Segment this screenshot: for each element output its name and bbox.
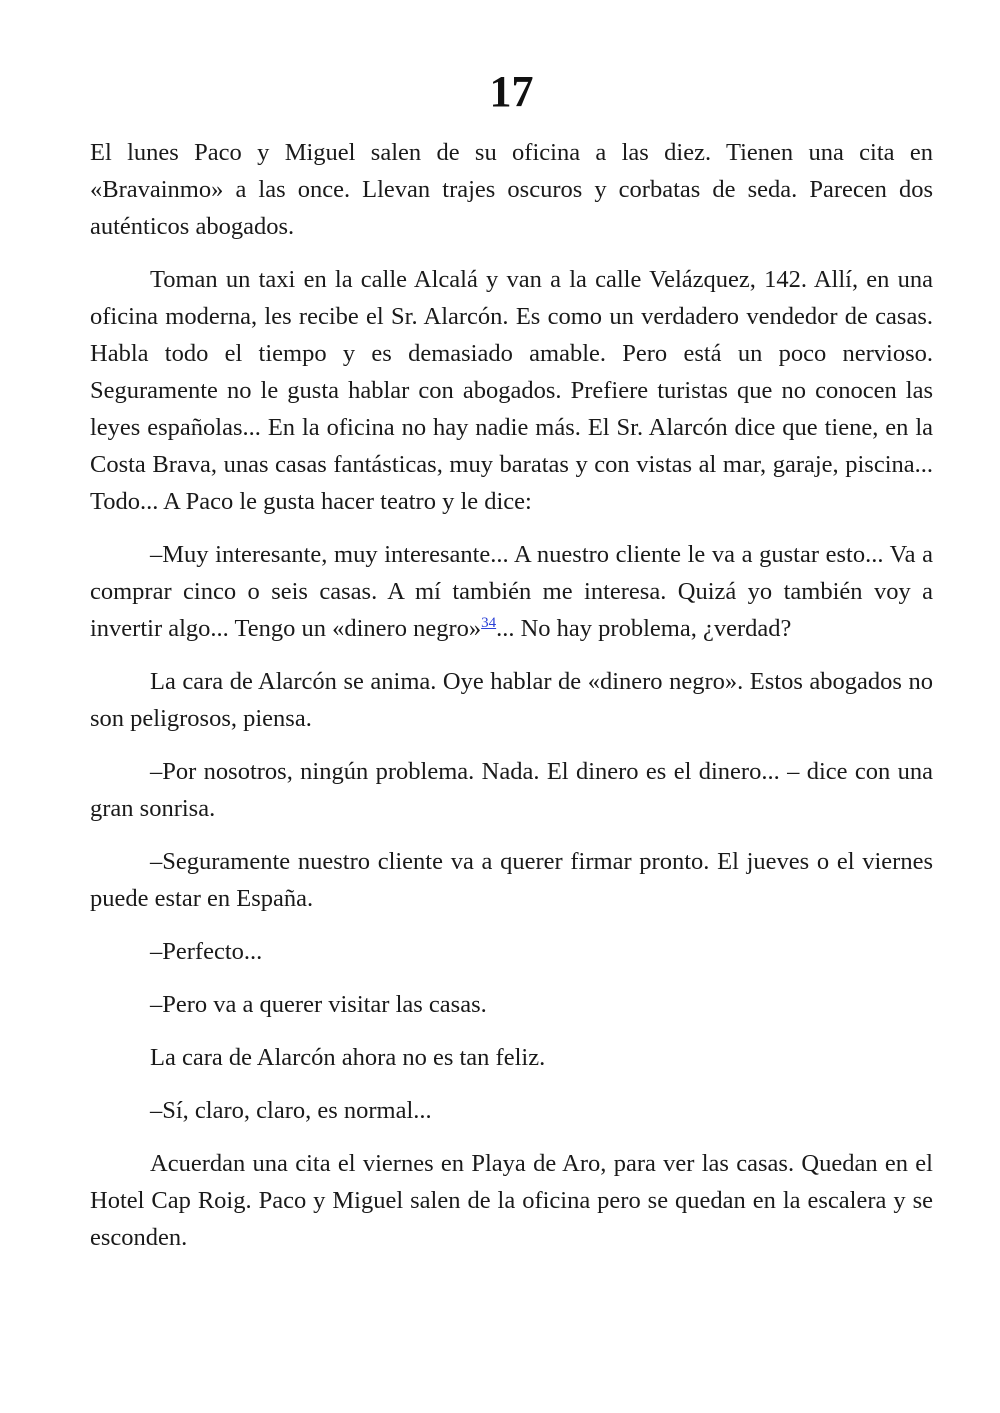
paragraph-6: –Seguramente nuestro cliente va a querer firmar pronto. El jueves o el viernes puede estar en España.	[90, 848, 933, 912]
paragraph-2: Toman un taxi en la calle Alcalá y van a la calle Velázquez, 142. Allí, en una oficina moderna, les recibe el Sr. Alarcón. Es como un verdadero vendedor de casas. Habla todo el tiempo y es demasiado amable. Pero está un poco nervioso. Seguramente no le gusta hablar con abogados. Prefiere turistas que no conocen las leyes españolas... En la oficina no hay nadie más. El Sr. Alarcón dice que tiene, en la Costa Brava, unas casas fantásticas, muy baratas y con vistas al mar, garaje, piscina... Todo... A Paco le gusta hacer teatro y le dice:	[90, 266, 933, 515]
paragraph-10: –Sí, claro, claro, es normal...	[150, 1097, 432, 1124]
paragraph-4: La cara de Alarcón se anima. Oye hablar de «dinero negro». Estos abogados no son peligrosos, piensa.	[90, 668, 933, 732]
paragraph-5: –Por nosotros, ningún problema. Nada. El dinero es el dinero... – dice con una gran sonrisa.	[90, 758, 933, 822]
paragraph-3-text-end: ... No hay problema, ¿verdad?	[496, 615, 792, 642]
paragraph-3	[90, 536, 933, 647]
paragraph-9: La cara de Alarcón ahora no es tan feliz.	[150, 1044, 546, 1071]
paragraph-1: El lunes Paco y Miguel salen de su oficina a las diez. Tienen una cita en «Bravainmo» a las once. Llevan trajes oscuros y corbatas de seda. Parecen dos auténticos abogados.	[90, 139, 933, 240]
chapter-number: 17	[489, 67, 534, 116]
paragraph-8: –Pero va a querer visitar las casas.	[150, 991, 487, 1018]
paragraph-11: Acuerdan una cita el viernes en Playa de Aro, para ver las casas. Quedan en el Hotel Cap Roig. Paco y Miguel salen de la oficina pero se quedan en la escalera y se esconden.	[90, 1150, 933, 1251]
footnote-link[interactable]: 34	[481, 614, 497, 631]
paragraph-7: –Perfecto...	[150, 938, 263, 965]
book-page	[90, 62, 933, 1272]
paragraph-3-text-start: –Muy interesante, muy interesante... A nuestro cliente le va a gustar esto... Va a comprar cinco o seis casas. A mí también me interesa. Quizá yo también voy a invertir algo... Tengo un «dinero negro»	[90, 541, 933, 642]
